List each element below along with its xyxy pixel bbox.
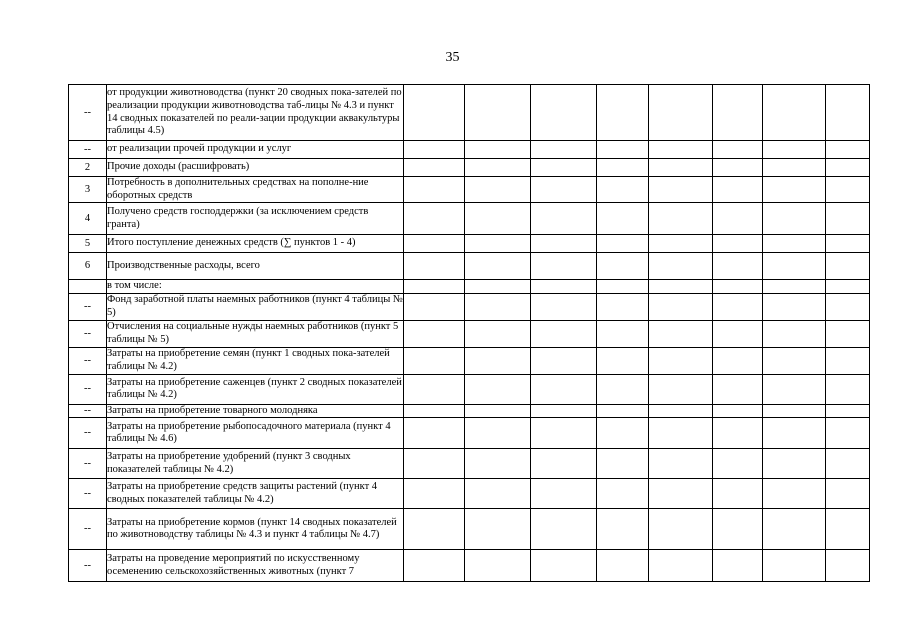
value-cell bbox=[597, 177, 649, 203]
value-cell bbox=[713, 235, 763, 253]
value-cell bbox=[404, 159, 465, 177]
row-number-cell: -- bbox=[69, 293, 107, 320]
value-cell bbox=[531, 509, 597, 550]
row-number-cell: -- bbox=[69, 479, 107, 509]
value-cell bbox=[649, 177, 713, 203]
table-row bbox=[69, 509, 870, 550]
table-row bbox=[69, 374, 870, 404]
value-cell bbox=[531, 347, 597, 374]
value-cell bbox=[531, 320, 597, 347]
row-description-cell: Затраты на приобретение семян (пункт 1 сводных пока-зателей таблицы № 4.2) bbox=[107, 347, 404, 374]
row-number-cell: 5 bbox=[69, 235, 107, 253]
value-cell bbox=[404, 418, 465, 449]
value-cell bbox=[763, 280, 826, 294]
value-cell bbox=[531, 159, 597, 177]
table-row bbox=[69, 449, 870, 479]
value-cell bbox=[597, 320, 649, 347]
row-description-cell: Получено средств господдержки (за исключением средств гранта) bbox=[107, 203, 404, 235]
value-cell bbox=[465, 320, 531, 347]
table-row bbox=[69, 203, 870, 235]
value-cell bbox=[763, 177, 826, 203]
table-row bbox=[69, 320, 870, 347]
row-number-cell: -- bbox=[69, 418, 107, 449]
table-body bbox=[69, 85, 870, 582]
value-cell bbox=[826, 293, 870, 320]
value-cell bbox=[826, 280, 870, 294]
value-cell bbox=[597, 404, 649, 418]
row-number-cell: 4 bbox=[69, 203, 107, 235]
value-cell bbox=[763, 550, 826, 582]
row-number-cell: -- bbox=[69, 141, 107, 159]
row-description-cell: Затраты на приобретение удобрений (пункт 3 сводных показателей таблицы № 4.2) bbox=[107, 449, 404, 479]
value-cell bbox=[649, 374, 713, 404]
row-number-cell: -- bbox=[69, 509, 107, 550]
value-cell bbox=[826, 159, 870, 177]
value-cell bbox=[713, 449, 763, 479]
value-cell bbox=[763, 203, 826, 235]
value-cell bbox=[713, 550, 763, 582]
value-cell bbox=[465, 374, 531, 404]
value-cell bbox=[763, 418, 826, 449]
value-cell bbox=[826, 253, 870, 280]
value-cell bbox=[404, 85, 465, 141]
value-cell bbox=[713, 509, 763, 550]
value-cell bbox=[763, 85, 826, 141]
value-cell bbox=[404, 374, 465, 404]
value-cell bbox=[597, 479, 649, 509]
value-cell bbox=[465, 141, 531, 159]
value-cell bbox=[649, 550, 713, 582]
value-cell bbox=[763, 253, 826, 280]
value-cell bbox=[404, 404, 465, 418]
row-description-cell: в том числе: bbox=[107, 280, 404, 294]
value-cell bbox=[713, 347, 763, 374]
value-cell bbox=[826, 203, 870, 235]
table-row bbox=[69, 177, 870, 203]
value-cell bbox=[763, 509, 826, 550]
value-cell bbox=[531, 235, 597, 253]
value-cell bbox=[826, 320, 870, 347]
value-cell bbox=[763, 293, 826, 320]
value-cell bbox=[826, 479, 870, 509]
row-number-cell: -- bbox=[69, 374, 107, 404]
value-cell bbox=[465, 159, 531, 177]
table-row bbox=[69, 235, 870, 253]
value-cell bbox=[826, 235, 870, 253]
value-cell bbox=[826, 550, 870, 582]
value-cell bbox=[597, 159, 649, 177]
row-description-cell: Затраты на приобретение саженцев (пункт 2 сводных показателей таблицы № 4.2) bbox=[107, 374, 404, 404]
value-cell bbox=[531, 280, 597, 294]
value-cell bbox=[597, 203, 649, 235]
value-cell bbox=[465, 85, 531, 141]
value-cell bbox=[713, 320, 763, 347]
value-cell bbox=[713, 141, 763, 159]
row-description-cell: Отчисления на социальные нужды наемных работников (пункт 5 таблицы № 5) bbox=[107, 320, 404, 347]
value-cell bbox=[531, 253, 597, 280]
row-description-cell: Затраты на проведение мероприятий по искусственному осеменению сельскохозяйственных животных (пункт 7 bbox=[107, 550, 404, 582]
value-cell bbox=[465, 449, 531, 479]
row-description-cell: Фонд заработной платы наемных работников (пункт 4 таблицы № 5) bbox=[107, 293, 404, 320]
value-cell bbox=[531, 479, 597, 509]
value-cell bbox=[404, 479, 465, 509]
value-cell bbox=[763, 347, 826, 374]
value-cell bbox=[531, 293, 597, 320]
value-cell bbox=[404, 141, 465, 159]
row-number-cell: -- bbox=[69, 449, 107, 479]
value-cell bbox=[713, 159, 763, 177]
value-cell bbox=[713, 203, 763, 235]
value-cell bbox=[465, 404, 531, 418]
row-description-cell: Затраты на приобретение средств защиты растений (пункт 4 сводных показателей таблицы № 4.2) bbox=[107, 479, 404, 509]
value-cell bbox=[404, 347, 465, 374]
value-cell bbox=[826, 85, 870, 141]
value-cell bbox=[465, 550, 531, 582]
value-cell bbox=[649, 235, 713, 253]
value-cell bbox=[531, 85, 597, 141]
row-number-cell: -- bbox=[69, 550, 107, 582]
row-description-cell: от продукции животноводства (пункт 20 сводных пока-зателей по реализации продукции животноводства таб-лицы № 4.3 и пункт 14 сводных показателей по реали-зации продукции аквакультуры таблицы 4.5) bbox=[107, 85, 404, 141]
row-description-cell: Затраты на приобретение товарного молодняка bbox=[107, 404, 404, 418]
table-row bbox=[69, 347, 870, 374]
cash-flow-table bbox=[68, 84, 870, 582]
value-cell bbox=[597, 509, 649, 550]
row-description-cell: Прочие доходы (расшифровать) bbox=[107, 159, 404, 177]
value-cell bbox=[404, 320, 465, 347]
value-cell bbox=[531, 203, 597, 235]
value-cell bbox=[763, 374, 826, 404]
value-cell bbox=[597, 374, 649, 404]
value-cell bbox=[404, 509, 465, 550]
value-cell bbox=[465, 293, 531, 320]
value-cell bbox=[597, 85, 649, 141]
value-cell bbox=[465, 203, 531, 235]
value-cell bbox=[404, 293, 465, 320]
value-cell bbox=[763, 320, 826, 347]
value-cell bbox=[713, 177, 763, 203]
value-cell bbox=[826, 141, 870, 159]
value-cell bbox=[465, 479, 531, 509]
row-number-cell: -- bbox=[69, 320, 107, 347]
value-cell bbox=[649, 404, 713, 418]
row-number-cell: 3 bbox=[69, 177, 107, 203]
value-cell bbox=[649, 280, 713, 294]
table-row bbox=[69, 550, 870, 582]
value-cell bbox=[465, 280, 531, 294]
value-cell bbox=[649, 449, 713, 479]
value-cell bbox=[763, 404, 826, 418]
value-cell bbox=[597, 550, 649, 582]
value-cell bbox=[826, 404, 870, 418]
value-cell bbox=[597, 293, 649, 320]
row-description-cell: Затраты на приобретение рыбопосадочного материала (пункт 4 таблицы № 4.6) bbox=[107, 418, 404, 449]
value-cell bbox=[713, 479, 763, 509]
row-description-cell: Потребность в дополнительных средствах на пополне-ние оборотных средств bbox=[107, 177, 404, 203]
value-cell bbox=[649, 253, 713, 280]
value-cell bbox=[713, 293, 763, 320]
value-cell bbox=[404, 235, 465, 253]
value-cell bbox=[649, 418, 713, 449]
value-cell bbox=[597, 418, 649, 449]
table-row bbox=[69, 479, 870, 509]
row-description-cell: Итого поступление денежных средств (∑ пунктов 1 - 4) bbox=[107, 235, 404, 253]
row-description-cell: Затраты на приобретение кормов (пункт 14 сводных показателей по животноводству таблицы № 4.3 и пункт 4 таблицы № 4.7) bbox=[107, 509, 404, 550]
value-cell bbox=[531, 177, 597, 203]
value-cell bbox=[763, 479, 826, 509]
value-cell bbox=[713, 374, 763, 404]
value-cell bbox=[465, 418, 531, 449]
row-number-cell: -- bbox=[69, 85, 107, 141]
table-row bbox=[69, 418, 870, 449]
value-cell bbox=[649, 203, 713, 235]
value-cell bbox=[826, 449, 870, 479]
value-cell bbox=[531, 374, 597, 404]
value-cell bbox=[826, 418, 870, 449]
value-cell bbox=[465, 347, 531, 374]
row-number-cell bbox=[69, 280, 107, 294]
value-cell bbox=[713, 280, 763, 294]
value-cell bbox=[597, 280, 649, 294]
value-cell bbox=[649, 347, 713, 374]
table-row bbox=[69, 293, 870, 320]
value-cell bbox=[649, 159, 713, 177]
value-cell bbox=[826, 347, 870, 374]
value-cell bbox=[465, 235, 531, 253]
value-cell bbox=[649, 509, 713, 550]
value-cell bbox=[597, 235, 649, 253]
value-cell bbox=[649, 320, 713, 347]
value-cell bbox=[597, 449, 649, 479]
value-cell bbox=[763, 235, 826, 253]
row-number-cell: 2 bbox=[69, 159, 107, 177]
value-cell bbox=[597, 347, 649, 374]
value-cell bbox=[404, 550, 465, 582]
value-cell bbox=[531, 141, 597, 159]
value-cell bbox=[713, 418, 763, 449]
value-cell bbox=[531, 404, 597, 418]
value-cell bbox=[649, 479, 713, 509]
page-number: 35 bbox=[445, 50, 460, 65]
value-cell bbox=[826, 509, 870, 550]
value-cell bbox=[649, 293, 713, 320]
value-cell bbox=[404, 203, 465, 235]
value-cell bbox=[826, 374, 870, 404]
value-cell bbox=[597, 141, 649, 159]
row-number-cell: -- bbox=[69, 404, 107, 418]
row-number-cell: 6 bbox=[69, 253, 107, 280]
value-cell bbox=[465, 177, 531, 203]
row-number-cell: -- bbox=[69, 347, 107, 374]
value-cell bbox=[649, 141, 713, 159]
value-cell bbox=[763, 141, 826, 159]
value-cell bbox=[465, 509, 531, 550]
value-cell bbox=[404, 449, 465, 479]
table-row bbox=[69, 404, 870, 418]
table-row bbox=[69, 253, 870, 280]
value-cell bbox=[404, 253, 465, 280]
value-cell bbox=[826, 177, 870, 203]
row-description-cell: Производственные расходы, всего bbox=[107, 253, 404, 280]
value-cell bbox=[404, 177, 465, 203]
value-cell bbox=[597, 253, 649, 280]
value-cell bbox=[763, 159, 826, 177]
table-row bbox=[69, 159, 870, 177]
table-row bbox=[69, 280, 870, 294]
table-row bbox=[69, 141, 870, 159]
value-cell bbox=[465, 253, 531, 280]
value-cell bbox=[713, 404, 763, 418]
value-cell bbox=[649, 85, 713, 141]
value-cell bbox=[404, 280, 465, 294]
value-cell bbox=[713, 85, 763, 141]
value-cell bbox=[531, 418, 597, 449]
row-description-cell: от реализации прочей продукции и услуг bbox=[107, 141, 404, 159]
table-row bbox=[69, 85, 870, 141]
value-cell bbox=[531, 550, 597, 582]
value-cell bbox=[531, 449, 597, 479]
value-cell bbox=[713, 253, 763, 280]
value-cell bbox=[763, 449, 826, 479]
